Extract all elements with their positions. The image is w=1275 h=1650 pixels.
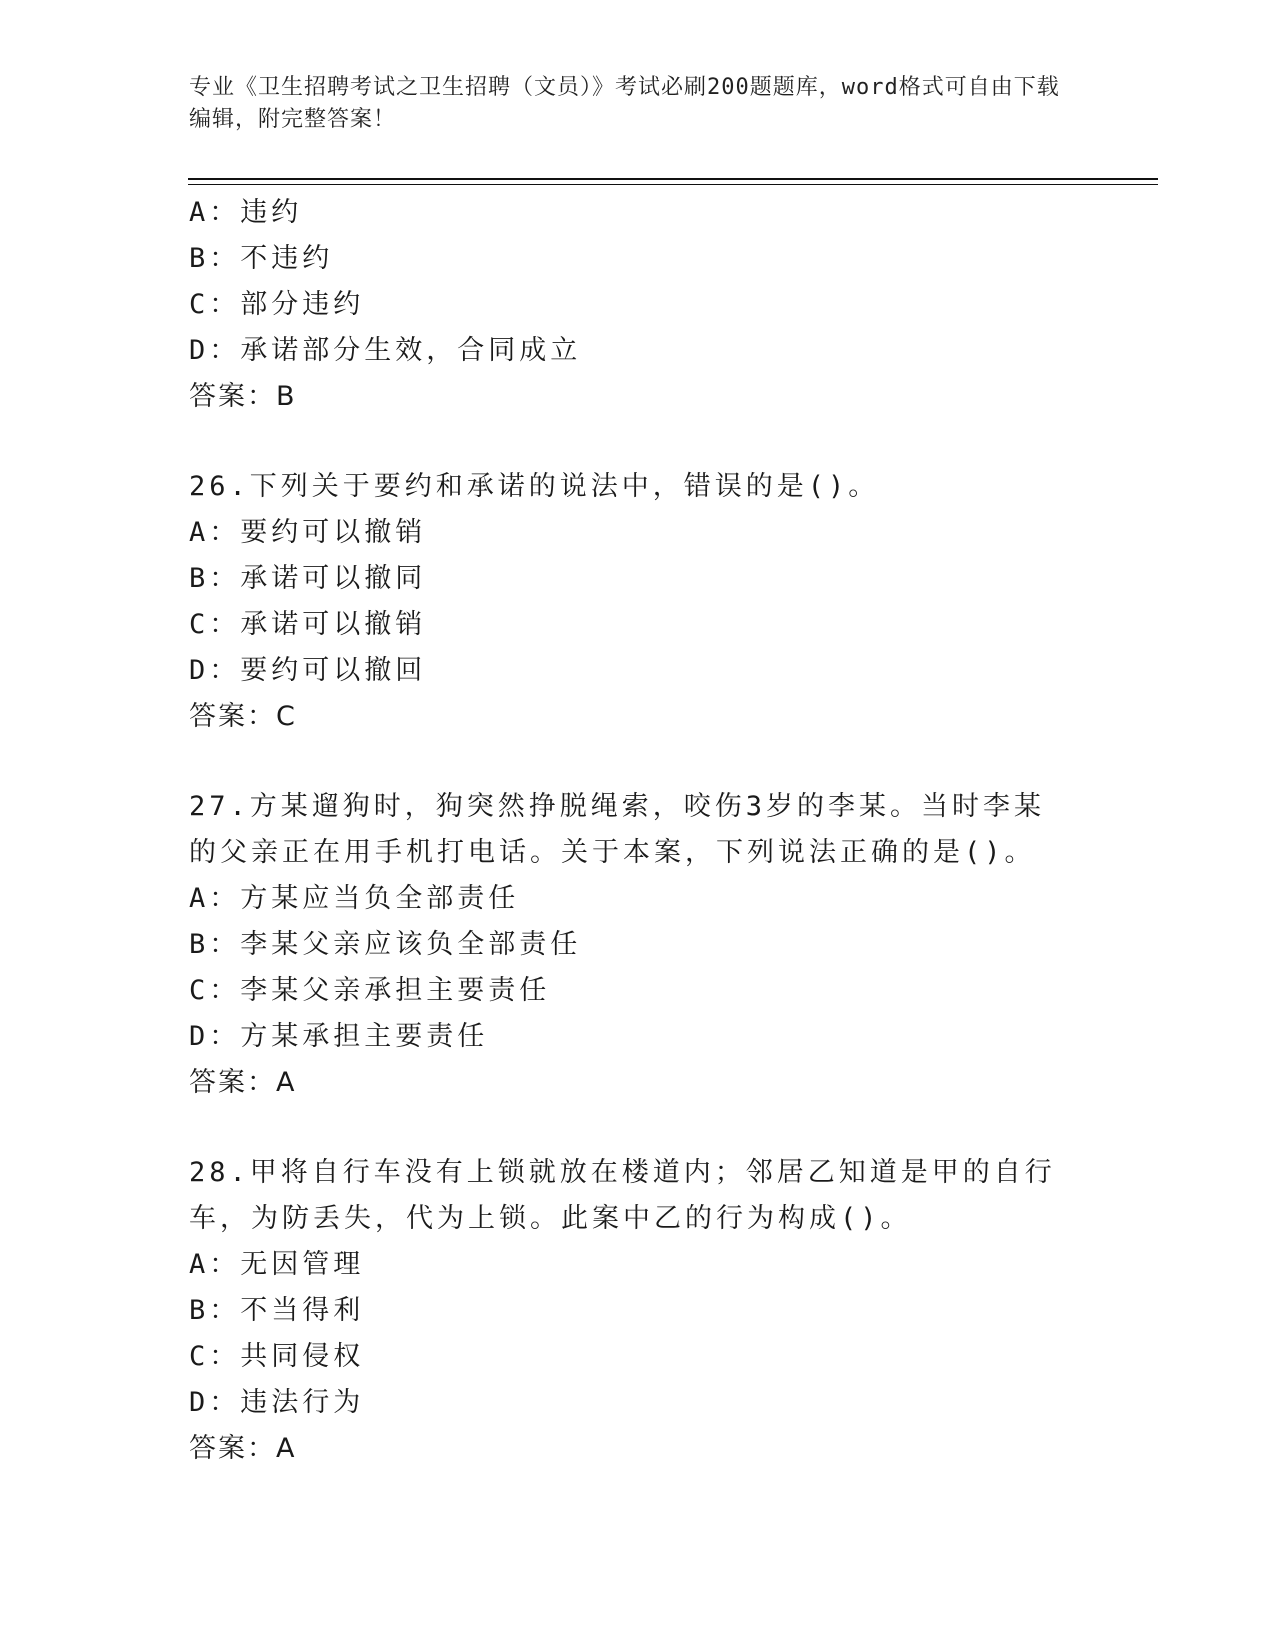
option-b: B：承诺可以撤同 <box>189 563 427 594</box>
option-d: D：要约可以撤回 <box>189 655 427 686</box>
option-a: A：违约 <box>189 197 303 228</box>
option-c: C：承诺可以撤销 <box>189 609 427 640</box>
option-a: A：无因管理 <box>189 1249 365 1280</box>
option-b: B：李某父亲应该负全部责任 <box>189 929 582 960</box>
question-text: 26.下列关于要约和承诺的说法中，错误的是()。 <box>189 471 880 502</box>
answer-label: 答案：C <box>189 701 297 732</box>
header-divider-thin <box>188 184 1158 185</box>
answer-label: 答案：A <box>189 1067 297 1098</box>
option-b: B：不当得利 <box>189 1295 365 1326</box>
header-divider-thick <box>188 178 1158 180</box>
option-d: D：违法行为 <box>189 1387 365 1418</box>
question-block-28 <box>189 1150 1089 1472</box>
answer-label: 答案：B <box>189 381 297 412</box>
answer-label: 答案：A <box>189 1433 297 1464</box>
question-block-26 <box>189 464 1089 740</box>
option-d: D：方某承担主要责任 <box>189 1021 489 1052</box>
page-header: 专业《卫生招聘考试之卫生招聘（文员）》考试必刷200题题库，word格式可自由下载编辑，附完整答案！ <box>189 75 1060 132</box>
option-b: B：不违约 <box>189 243 334 274</box>
question-block-25 <box>189 190 1089 420</box>
question-list <box>189 190 1089 1472</box>
question-block-27 <box>189 784 1089 1106</box>
option-c: C：部分违约 <box>189 289 365 320</box>
option-d: D：承诺部分生效，合同成立 <box>189 335 582 366</box>
option-a: A：要约可以撤销 <box>189 517 427 548</box>
option-a: A：方某应当负全部责任 <box>189 883 520 914</box>
question-text: 27.方某遛狗时，狗突然挣脱绳索，咬伤3岁的李某。当时李某的父亲正在用手机打电话。关于本案，下列说法正确的是()。 <box>189 791 1046 868</box>
option-c: C：共同侵权 <box>189 1341 365 1372</box>
option-c: C：李某父亲承担主要责任 <box>189 975 551 1006</box>
question-text: 28.甲将自行车没有上锁就放在楼道内；邻居乙知道是甲的自行车，为防丢失，代为上锁。此案中乙的行为构成()。 <box>189 1157 1056 1234</box>
